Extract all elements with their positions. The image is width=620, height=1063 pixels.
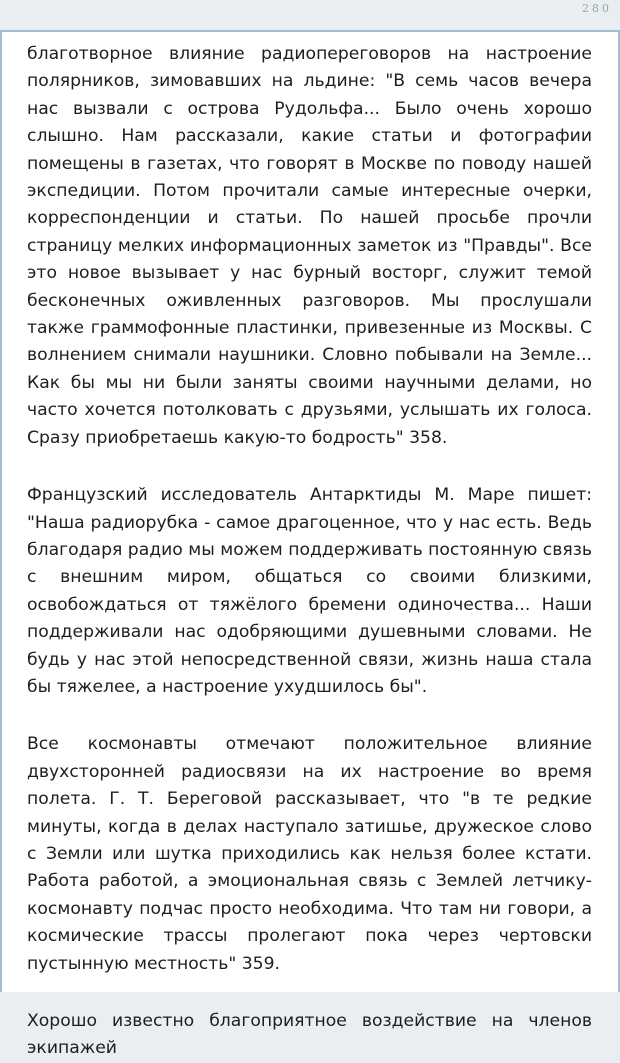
- page-frame: [0, 30, 620, 1059]
- paragraph-3: Все космонавты отмечают положительное влияние двухсторонней радиосвязи на их настроение во время полета. Г. Т. Береговой рассказывает, что "в те редкие минуты, когда в делах наступало затишье, дружеское слово с Земли или шутка приходились как нельзя более кстати. Работа работой, а эмоциональная связь с Землей летчику-космонавту подчас просто необходима. Что там ни говори, а космические трассы пролегают пока через чертовски пустынную местность" 359.: [27, 734, 592, 974]
- paragraph-2: Французский исследователь Антарктиды М. Маре пишет: "Наша радиорубка - самое драгоценное, что у нас есть. Ведь благодаря радио мы можем поддерживать постоянную связь с внешним миром, общаться со своими близкими, освобождаться от тяжёлого бремени одиночества... Наши поддерживали нас одобряющими душевными словами. Не будь у нас этой непосредственной связи, жизнь наша стала бы тяжелее, а настроение ухудшилось бы".: [27, 485, 592, 697]
- page-content: [2, 32, 618, 1063]
- paragraph-4: Хорошо известно благоприятное воздействие на членов экипажей: [27, 1011, 592, 1059]
- paragraph-1: благотворное влияние радиопереговоров на настроение полярников, зимовавших на льдине: "В семь часов вечера нас вызвали с острова Рудольфа... Было очень хорошо слышно. Нам рассказали, какие статьи и фотографии помещены в газетах, что говорят в Москве по поводу нашей экспедиции. Потом прочитали самые интересные очерки, корреспонденции и статьи. По нашей просьбе прочли страницу мелких информационных заметок из "Правды". Все это новое вызывает у нас бурный восторг, служит темой бесконечных оживленных разговоров. Мы прослушали также граммофонные пластинки, привезенные из Москвы. С волнением снимали наушники. Словно побывали на Земле... Как бы мы ни были заняты своими научными делами, но часто хочется потолковать с друзьями, услышать их голоса. Сразу приобретаешь какую-то бодрость" 358.: [27, 44, 592, 448]
- page-number: 280: [582, 2, 612, 15]
